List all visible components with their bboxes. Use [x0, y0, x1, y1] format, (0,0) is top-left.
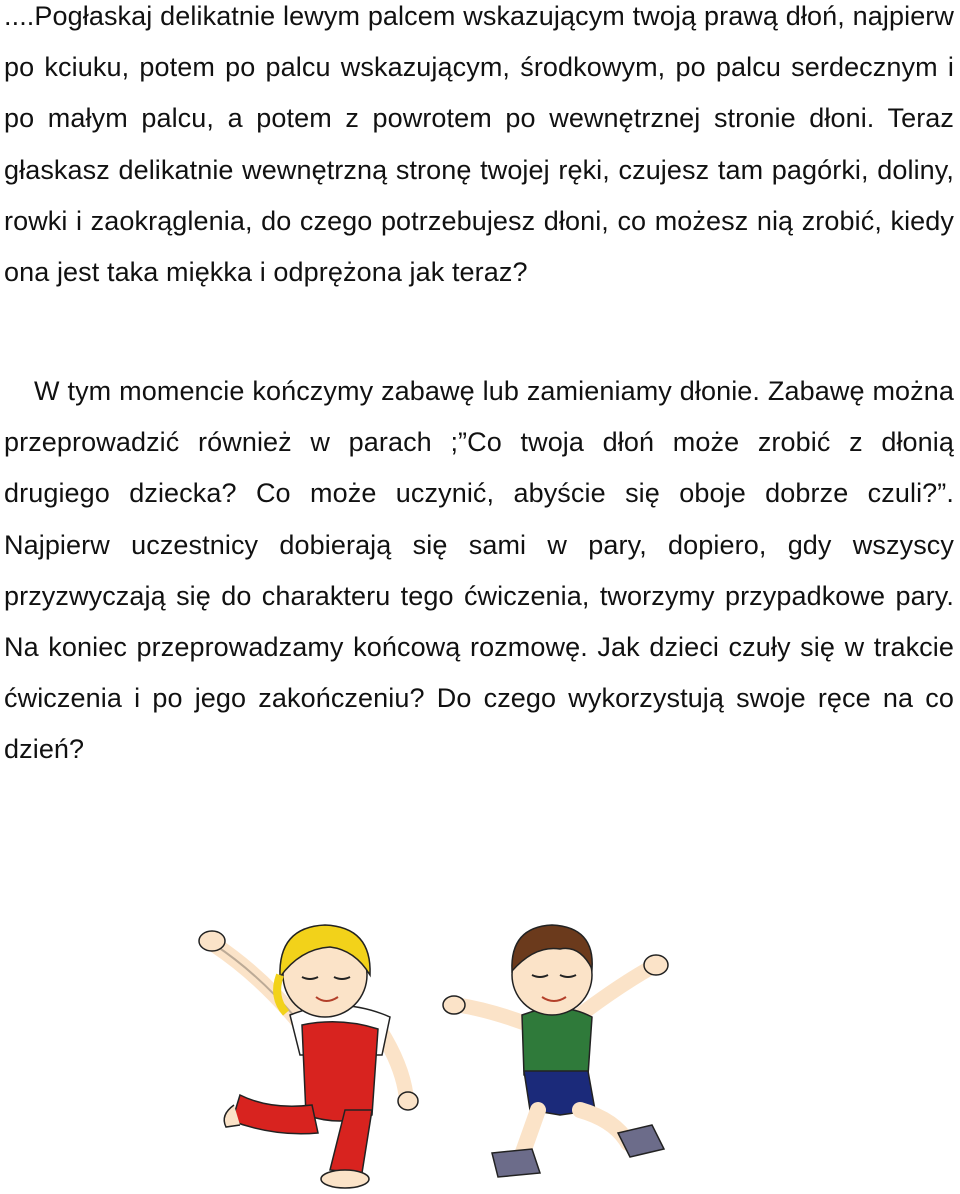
dancing-children-illustration: [140, 905, 800, 1190]
paragraph-pairs-exercise: W tym momencie kończymy zabawę lub zamieniamy dłonie. Zabawę można przeprowadzić również w parach ;”Co twoja dłoń może zrobić z dłonią drugiego dziecka? Co może uczynić, abyście się oboje dobrze czuli?”. Najpierw uczestnicy dobierają się sami w pary, dopiero, gdy wszyscy przyzwyczają się do charakteru tego ćwiczenia, tworzymy przypadkowe pary. Na koniec przeprowadzamy końcową rozmowę. Jak dzieci czuły się w trakcie ćwiczenia i po jego zakończeniu? Do czego wykorzystują swoje ręce na co dzień?: [4, 376, 954, 765]
boy-figure: [443, 925, 668, 1177]
girl-figure: [199, 925, 418, 1188]
paragraph-hand-exercise: ....Pogłaskaj delikatnie lewym palcem wskazującym twoją prawą dłoń, najpierw po kciuku, potem po palcu wskazującym, środkowym, po palcu serdecznym i po małym palcu, a potem z powrotem po wewnętrznej stronie dłoni. Teraz głaskasz delikatnie wewnętrzną stronę twojej ręki, czujesz tam pagórki, doliny, rowki i zaokrąglenia, do czego potrzebujesz dłoni, co możesz nią zrobić, kiedy ona jest taka miękka i odprężona jak teraz?: [4, 1, 954, 288]
